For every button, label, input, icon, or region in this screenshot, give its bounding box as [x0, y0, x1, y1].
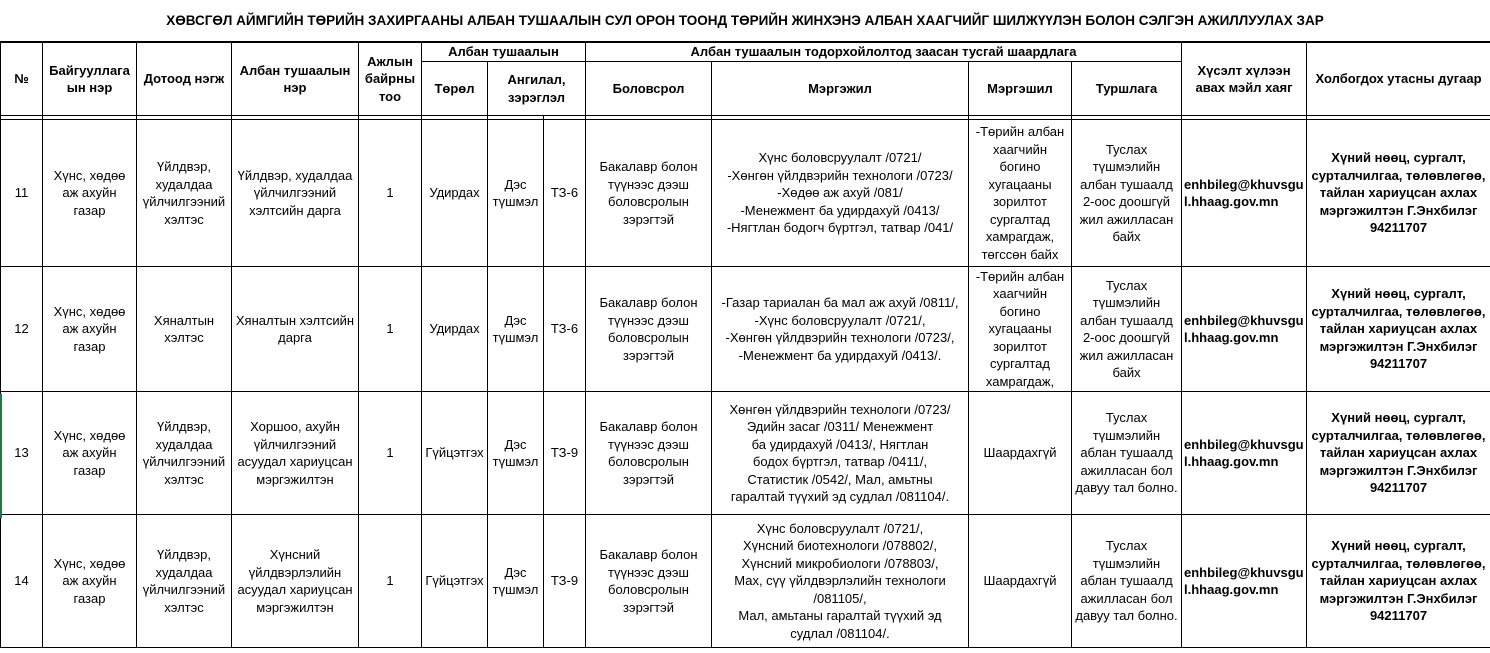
cell-org: Хүнс, хөдөө аж ахуйн газар	[43, 515, 137, 648]
cell-phone: Хүний нөөц, сургалт, сурталчилгаа, төлөвлөгөө, тайлан хариуцсан ахлах мэргэжилтэн Г.Энхбилэг 94211707	[1307, 515, 1490, 648]
header-phone: Холбогдох утасны дугаар	[1307, 43, 1490, 116]
cell-position: Хоршоо, ахуйн үйлчилгээний асуудал хариуцсан мэргэжилтэн	[232, 392, 359, 515]
header-skill: Мэргэшил	[969, 62, 1072, 116]
cell-position: Хяналтын хэлтсийн дарга	[232, 267, 359, 392]
cell-skill: -Төрийн албан хаагчийн богино хугацааны зорилтот сургалтад хамрагдаж,	[969, 267, 1072, 392]
cell-position: Хүнсний үйлдвэрлэлийн асуудал хариуцсан мэргэжилтэн	[232, 515, 359, 648]
header-experience: Туршлага	[1072, 62, 1182, 116]
cell-education: Бакалавр болон түүнээс дээш боловсролын зэрэгтэй	[586, 267, 712, 392]
cell-type: Гүйцэтгэх	[422, 515, 488, 648]
cell-profession: Хүнс боловсруулалт /0721/, Хүнсний биотехнологи /078802/, Хүнсний микробиологи /078803/, Мах, сүү үйлдвэрлэлийн технологи /081105/, Мал, амьтаны гаралтай түүхий эд судлал /081104/.	[712, 515, 969, 648]
cell-skill: Шаардахгүй	[969, 392, 1072, 515]
header-education: Боловсрол	[586, 62, 712, 116]
table-row	[1, 267, 1490, 392]
cell-skill: Шаардахгүй	[969, 515, 1072, 648]
cell-class: Дэс түшмэл	[488, 267, 544, 392]
header-profession: Мэргэжил	[712, 62, 969, 116]
cell-class: Дэс түшмэл	[488, 392, 544, 515]
table-row	[1, 120, 1490, 267]
cell-position: Үйлдвэр, худалдаа үйлчилгээний хэлтсийн дарга	[232, 120, 359, 267]
cell-unit: Үйлдвэр, худалдаа үйлчилгээний хэлтэс	[137, 515, 232, 648]
cell-type: Удирдах	[422, 267, 488, 392]
cell-phone: Хүний нөөц, сургалт, сурталчилгаа, төлөвлөгөө, тайлан хариуцсан ахлах мэргэжилтэн Г.Энхбилэг 94211707	[1307, 267, 1490, 392]
cell-rank: ТЗ-9	[544, 392, 586, 515]
cell-email: enhbileg@khuvsgul.hhaag.gov.mn	[1182, 515, 1307, 648]
cell-profession: Хүнс боловсруулалт /0721/ -Хөнгөн үйлдвэрийн технологи /0723/ -Хөдөө аж ахуй /081/ -Менежмент ба удирдахуй /0413/ -Нягтлан бодогч бүртгэл, татвар /041/	[712, 120, 969, 267]
cell-no: 12	[1, 267, 43, 392]
cell-email: enhbileg@khuvsgul.hhaag.gov.mn	[1182, 392, 1307, 515]
cell-experience: Туслах түшмэлийн албан тушаалд 2-оос доошгүй жил ажилласан байх	[1072, 120, 1182, 267]
cell-phone: Хүний нөөц, сургалт, сурталчилгаа, төлөвлөгөө, тайлан хариуцсан ахлах мэргэжилтэн Г.Энхбилэг 94211707	[1307, 120, 1490, 267]
cell-unit: Хяналтын хэлтэс	[137, 267, 232, 392]
cell-experience: Туслах түшмэлийн аблан тушаалд ажилласан бол давуу тал болно.	[1072, 515, 1182, 648]
cell-seats: 1	[359, 267, 422, 392]
cell-profession: Хөнгөн үйлдвэрийн технологи /0723/ Эдийн засаг /0311/ Менежмент ба удирдахуй /0413/, Нягтлан бодох бүртгэл, татвар /0411/, Статистик /0542/, Мал, амьтны гаралтай түүхий эд судлал /081104/.	[712, 392, 969, 515]
active-row-marker	[0, 394, 2, 518]
header-type: Төрөл	[422, 62, 488, 116]
cell-education: Бакалавр болон түүнээс дээш боловсролын зэрэгтэй	[586, 515, 712, 648]
cell-class: Дэс түшмэл	[488, 120, 544, 267]
header-position-group: Албан тушаалын	[422, 43, 586, 62]
cell-no: 13	[1, 392, 43, 515]
header-no: №	[1, 43, 43, 116]
header-unit: Дотоод нэгж	[137, 43, 232, 116]
cell-profession: -Газар тариалан ба мал аж ахуй /0811/, -Хүнс боловсруулалт /0721/, -Хөнгөн үйлдвэрийн технологи /0723/, -Менежмент ба удирдахуй /0413/.	[712, 267, 969, 392]
header-requirements-group: Албан тушаалын тодорхойлолтод заасан тусгай шаардлага	[586, 43, 1182, 62]
cell-email: enhbileg@khuvsgul.hhaag.gov.mn	[1182, 267, 1307, 392]
cell-experience: Туслах түшмэлийн аблан тушаалд ажилласан бол давуу тал болно.	[1072, 392, 1182, 515]
cell-org: Хүнс, хөдөө аж ахуйн газар	[43, 392, 137, 515]
header-email: Хүсэлт хүлээн авах мэйл хаяг	[1182, 43, 1307, 116]
cell-no: 11	[1, 120, 43, 267]
cell-rank: ТЗ-6	[544, 120, 586, 267]
cell-no: 14	[1, 515, 43, 648]
cell-org: Хүнс, хөдөө аж ахуйн газар	[43, 267, 137, 392]
cell-class: Дэс түшмэл	[488, 515, 544, 648]
header-org: Байгууллага ын нэр	[43, 43, 137, 116]
header-class-rank: Ангилал, зэрэглэл	[488, 62, 586, 116]
cell-education: Бакалавр болон түүнээс дээш боловсролын зэрэгтэй	[586, 392, 712, 515]
cell-experience: Туслах түшмэлийн албан тушаалд 2-оос доошгүй жил ажилласан байх	[1072, 267, 1182, 392]
table-row	[1, 392, 1490, 515]
cell-phone: Хүний нөөц, сургалт, сурталчилгаа, төлөвлөгөө, тайлан хариуцсан ахлах мэргэжилтэн Г.Энхбилэг 94211707	[1307, 392, 1490, 515]
cell-rank: ТЗ-9	[544, 515, 586, 648]
cell-type: Удирдах	[422, 120, 488, 267]
header-position: Албан тушаалын нэр	[232, 43, 359, 116]
cell-org: Хүнс, хөдөө аж ахуйн газар	[43, 120, 137, 267]
vacancy-table	[0, 42, 1490, 648]
cell-seats: 1	[359, 392, 422, 515]
cell-type: Гүйцэтгэх	[422, 392, 488, 515]
cell-seats: 1	[359, 120, 422, 267]
cell-education: Бакалавр болон түүнээс дээш боловсролын зэрэгтэй	[586, 120, 712, 267]
cell-rank: ТЗ-6	[544, 267, 586, 392]
table-row	[1, 515, 1490, 648]
cell-skill: -Төрийн албан хаагчийн богино хугацааны зорилтот сургалтад хамрагдаж, төгссөн байх	[969, 120, 1072, 267]
cell-unit: Үйлдвэр, худалдаа үйлчилгээний хэлтэс	[137, 392, 232, 515]
page-title: ХӨВСГӨЛ АЙМГИЙН ТӨРИЙН ЗАХИРГААНЫ АЛБАН ТУШААЛЫН СУЛ ОРОН ТООНД ТӨРИЙН ЖИНХЭНЭ АЛБАН ХААГЧИЙГ ШИЛЖҮҮЛЭН БОЛОН СЭЛГЭН АЖИЛЛУУЛАХ ЗАР	[0, 0, 1490, 42]
cell-seats: 1	[359, 515, 422, 648]
cell-email: enhbileg@khuvsgul.hhaag.gov.mn	[1182, 120, 1307, 267]
cell-unit: Үйлдвэр, худалдаа үйлчилгээний хэлтэс	[137, 120, 232, 267]
header-seats: Ажлын байрны тоо	[359, 43, 422, 116]
